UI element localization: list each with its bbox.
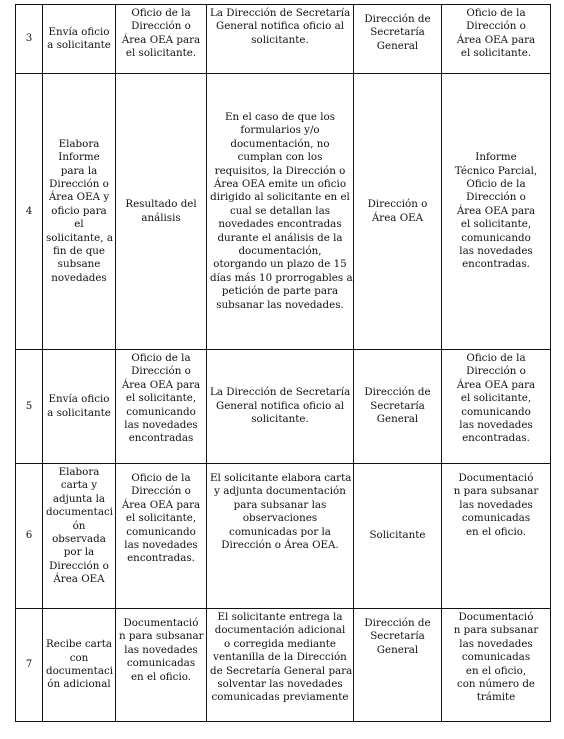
cell-text-line: encontradas.	[462, 258, 530, 271]
output-cell	[442, 350, 551, 464]
cell-text-line: solicitante, a	[46, 231, 113, 244]
cell-text-line: n para subsanar	[119, 630, 204, 643]
description-cell	[207, 74, 354, 350]
cell-text-line: las novedades	[459, 637, 533, 650]
cell-text-line: el solicitante,	[125, 392, 197, 405]
procedure-table	[15, 4, 551, 722]
cell-text-line: Informe	[475, 151, 517, 164]
description-cell	[207, 350, 354, 464]
cell-text-line: Dirección o	[49, 559, 109, 572]
cell-text-line: subsane	[57, 258, 101, 271]
cell-text-line: General	[376, 643, 419, 656]
cell-text-line: oficio para	[51, 204, 107, 217]
cell-text-line: Área OEA para	[456, 204, 536, 217]
input-cell	[116, 464, 207, 609]
cell-text-line: formularios y/o	[240, 124, 320, 137]
description-cell	[207, 609, 354, 722]
cell-text-line: ventanilla de la Dirección	[213, 651, 347, 664]
cell-text-line: cumplan con los	[237, 151, 323, 164]
cell-text-line: con número de	[456, 678, 536, 691]
cell-text-line: Técnico Parcial,	[454, 164, 538, 177]
responsible-cell	[354, 464, 442, 609]
cell-text-line: Documentació	[123, 617, 199, 629]
cell-text-line: Área OEA para	[456, 378, 536, 391]
cell-text-line: las novedades	[459, 419, 533, 432]
cell-text-line: Dirección de	[364, 13, 431, 25]
input-cell	[116, 5, 207, 74]
cell-text-line: o corregida mediante	[223, 637, 336, 650]
cell-text-line: Oficio de la	[131, 472, 191, 484]
cell-text-line: Oficio de la	[131, 352, 191, 364]
cell-text-line: Dirección o	[131, 485, 191, 498]
cell-text-line: n para subsanar	[453, 624, 539, 637]
cell-text-line: encontradas	[128, 432, 194, 445]
table-row	[16, 464, 551, 609]
activity-cell	[43, 609, 116, 722]
cell-text-line: las novedades	[459, 245, 533, 258]
output-cell	[442, 464, 551, 609]
cell-text-line: el solicitante,	[460, 218, 532, 231]
cell-text-line: requisitos, la Dirección o	[214, 164, 346, 177]
activity-cell	[43, 350, 116, 464]
cell-text-line: Área OEA para	[121, 498, 201, 511]
step-number: 3	[16, 5, 43, 74]
cell-text-line: Área OEA	[53, 573, 105, 586]
cell-text-line: cual se detallan las	[229, 204, 331, 217]
table-row	[16, 5, 551, 74]
table-row	[16, 350, 551, 464]
cell-text-line: las novedades	[124, 643, 198, 656]
cell-text-line: Dirección o	[466, 191, 526, 204]
cell-text-line: dirigido al solicitante en el	[210, 191, 350, 204]
cell-text-line: documentaci	[46, 665, 114, 677]
cell-text-line: en el oficio.	[130, 670, 192, 683]
cell-text-line: el solicitante.	[125, 47, 197, 60]
cell-text-line: a solicitante	[47, 39, 111, 51]
cell-text-line: con	[69, 651, 89, 664]
cell-text-line: Envía oficio	[48, 25, 110, 38]
cell-text-line: observaciones	[242, 512, 318, 525]
cell-text-line: Oficio de la	[466, 352, 526, 364]
table-row	[16, 74, 551, 350]
output-cell	[442, 5, 551, 74]
cell-text-line: novedades encontradas	[218, 218, 342, 231]
cell-text-line: en el oficio.	[465, 525, 527, 538]
cell-text-line: comunicadas por la	[229, 525, 331, 538]
cell-text-line: Dirección o Área OEA.	[221, 539, 339, 552]
cell-text-line: el	[74, 218, 84, 231]
cell-text-line: Dirección o	[466, 20, 526, 33]
cell-text-line: análisis	[141, 211, 181, 224]
cell-text-line: a solicitante	[47, 406, 111, 419]
cell-text-line: documentación adicional	[214, 624, 346, 637]
cell-text-line: petición de parte para	[221, 285, 339, 298]
cell-text-line: Área OEA para	[456, 33, 536, 46]
cell-text-line: documentación, no	[230, 137, 330, 150]
cell-text-line: n para subsanar	[453, 485, 539, 498]
cell-text-line: el solicitante,	[460, 392, 532, 405]
cell-text-line: Documentació	[458, 472, 534, 484]
cell-text-line: Dirección o	[49, 177, 109, 190]
responsible-cell	[354, 5, 442, 74]
cell-text-line: Elabora	[58, 466, 100, 478]
cell-text-line: comunicando	[126, 405, 196, 418]
cell-text-line: Solicitante	[369, 529, 426, 542]
cell-text-line: comunicando	[461, 405, 531, 418]
activity-cell	[43, 74, 116, 350]
cell-text-line: comunicadas	[461, 651, 531, 664]
cell-text-line: comunicando	[461, 231, 531, 244]
cell-text-line: Secretaría	[370, 26, 425, 39]
activity-cell	[43, 5, 116, 74]
cell-text-line: ón	[72, 519, 86, 532]
cell-text-line: observada	[52, 533, 106, 546]
cell-text-line: para subsanar las	[233, 498, 327, 511]
cell-text-line: Secretaría	[370, 630, 425, 643]
cell-text-line: encontradas.	[127, 552, 195, 565]
cell-text-line: por la	[63, 546, 95, 559]
cell-text-line: solicitante.	[251, 413, 309, 426]
cell-text-line: comunicando	[126, 525, 196, 538]
table-row	[16, 609, 551, 722]
responsible-cell	[354, 609, 442, 722]
cell-text-line: carta y	[60, 479, 98, 492]
cell-text-line: Informe	[58, 151, 100, 164]
cell-text-line: comunicadas	[461, 512, 531, 525]
cell-text-line: para la	[60, 164, 98, 177]
cell-text-line: El solicitante elabora carta	[210, 472, 352, 484]
cell-text-line: Dirección de	[364, 617, 431, 629]
cell-text-line: El solicitante entrega la	[217, 611, 343, 623]
cell-text-line: Dirección o	[367, 198, 428, 211]
cell-text-line: en el oficio,	[465, 664, 527, 677]
cell-text-line: Área OEA para	[121, 378, 201, 391]
cell-text-line: Dirección o	[131, 20, 191, 33]
cell-text-line: Dirección o	[131, 365, 191, 378]
cell-text-line: encontradas.	[462, 432, 530, 445]
cell-text-line: trámite	[476, 691, 516, 704]
cell-text-line: Elabora	[58, 137, 100, 150]
cell-text-line: General	[376, 39, 419, 52]
cell-text-line: ón adicional	[47, 678, 111, 691]
cell-text-line: durante el análisis de la	[217, 231, 343, 244]
cell-text-line: General	[376, 413, 419, 426]
cell-text-line: Oficio de la	[131, 7, 191, 19]
activity-cell	[43, 464, 116, 609]
description-cell	[207, 464, 354, 609]
cell-text-line: otorgando un plazo de 15	[213, 258, 347, 271]
cell-text-line: adjunta la	[52, 492, 106, 505]
cell-text-line: solicitante.	[251, 33, 309, 46]
cell-text-line: las novedades	[459, 498, 533, 511]
output-cell	[442, 74, 551, 350]
cell-text-line: las novedades	[124, 419, 198, 432]
cell-text-line: Recibe carta	[46, 638, 112, 651]
cell-text-line: Área OEA emite un oficio	[213, 177, 347, 190]
cell-text-line: días más 10 prorrogables a	[210, 271, 353, 284]
cell-text-line: General notifica oficio al	[215, 20, 344, 33]
cell-text-line: Área OEA	[371, 211, 424, 224]
step-number: 7	[16, 609, 43, 722]
cell-text-line: Secretaría	[370, 399, 425, 412]
responsible-cell	[354, 350, 442, 464]
input-cell	[116, 350, 207, 464]
cell-text-line: fin de que	[52, 245, 106, 258]
cell-text-line: Envía oficio	[48, 393, 110, 406]
cell-text-line: las novedades	[124, 539, 198, 552]
cell-text-line: General notifica oficio al	[215, 399, 344, 412]
step-number: 6	[16, 464, 43, 609]
description-cell	[207, 5, 354, 74]
cell-text-line: Documentació	[458, 611, 534, 623]
cell-text-line: novedades	[51, 271, 107, 284]
step-number: 4	[16, 74, 43, 350]
cell-text-line: Dirección de	[364, 386, 431, 399]
output-cell	[442, 609, 551, 722]
cell-text-line: En el caso de que los	[224, 110, 336, 123]
cell-text-line: Área OEA para	[121, 33, 201, 46]
cell-text-line: de Secretaría General para	[210, 664, 353, 677]
cell-text-line: documentación,	[238, 245, 322, 258]
cell-text-line: subsanar las novedades.	[216, 298, 344, 311]
cell-text-line: solventar las novedades	[217, 678, 343, 691]
cell-text-line: Área OEA y	[48, 191, 110, 204]
responsible-cell	[354, 74, 442, 350]
cell-text-line: el solicitante.	[460, 47, 532, 60]
cell-text-line: y adjunta documentación	[214, 485, 346, 498]
cell-text-line: Resultado del	[125, 198, 197, 211]
cell-text-line: el solicitante,	[125, 512, 197, 525]
cell-text-line: Oficio de la	[466, 7, 526, 19]
cell-text-line: comunicadas	[126, 657, 196, 670]
cell-text-line: documentaci	[46, 506, 114, 519]
cell-text-line: La Dirección de Secretaría	[210, 386, 351, 399]
cell-text-line: La Dirección de Secretaría	[210, 7, 351, 19]
cell-text-line: comunicadas previamente	[211, 691, 349, 704]
input-cell	[116, 74, 207, 350]
cell-text-line: Oficio de la	[466, 177, 526, 190]
cell-text-line: Dirección o	[466, 365, 526, 378]
input-cell	[116, 609, 207, 722]
step-number: 5	[16, 350, 43, 464]
